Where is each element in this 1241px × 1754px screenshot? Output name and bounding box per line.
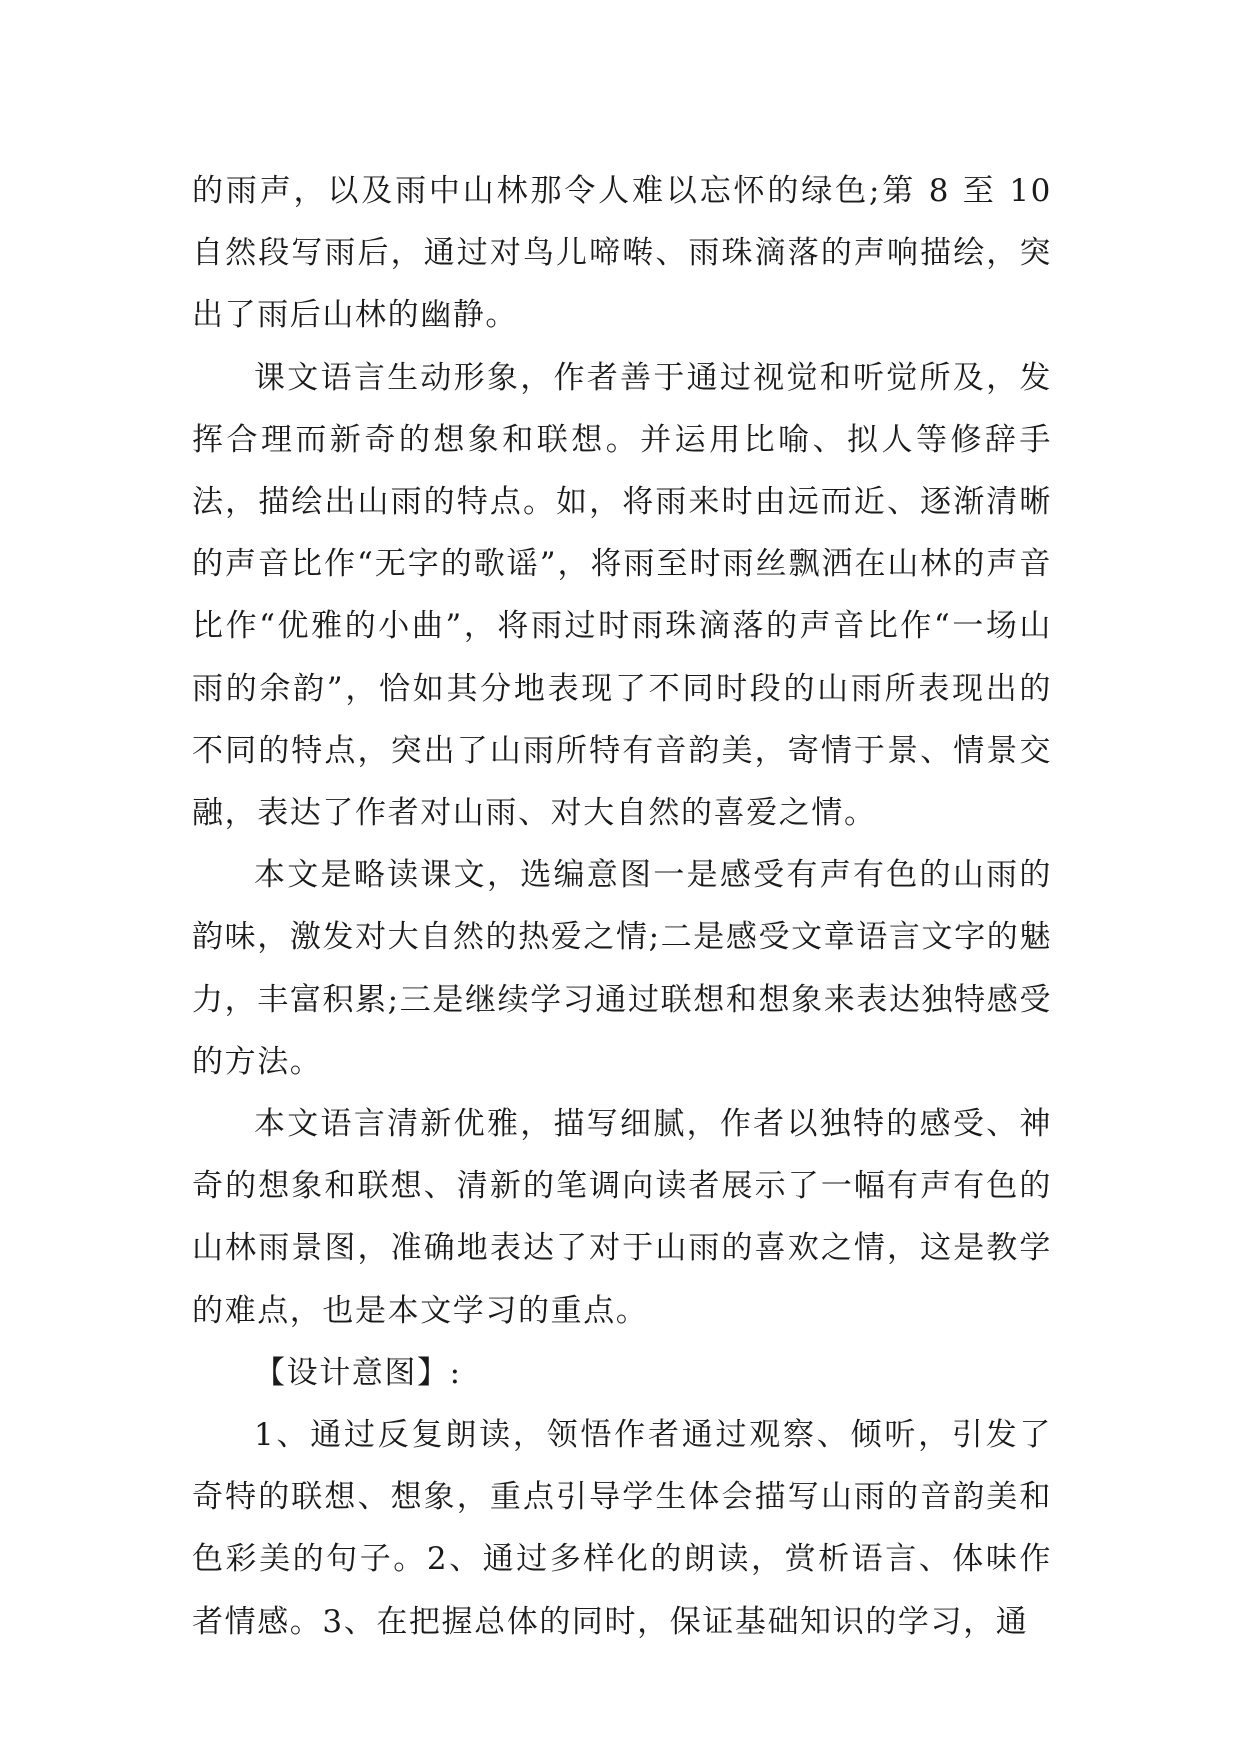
section-heading-design-intent: 【设计意图】: xyxy=(254,1354,462,1391)
paragraph-5: 1、通过反复朗读，领悟作者通过观察、倾听，引发了奇特的联想、想象，重点引导学生体会描写山雨的音韵美和色彩美的句子。2、通过多样化的朗读，赏析语言、体味作者情感。3、在把握总体的同时，保证基础知识的学习，通 xyxy=(192,1417,1052,1640)
paragraph-3: 本文是略读课文，选编意图一是感受有声有色的山雨的韵味，激发对大自然的热爱之情;二是感受文章语言文字的魅力，丰富积累;三是继续学习通过联想和想象来表达独特感受的方法。 xyxy=(192,857,1052,1080)
document-body xyxy=(192,160,1052,1653)
paragraph-4: 本文语言清新优雅，描写细腻，作者以独特的感受、神奇的想象和联想、清新的笔调向读者展示了一幅有声有色的山林雨景图，准确地表达了对于山雨的喜欢之情，这是教学的难点，也是本文学习的重点。 xyxy=(192,1106,1052,1329)
paragraph-1: 的雨声，以及雨中山林那令人难以忘怀的绿色;第 8 至 10 自然段写雨后，通过对鸟儿啼啭、雨珠滴落的声响描绘，突出了雨后山林的幽静。 xyxy=(192,173,1052,334)
paragraph-2: 课文语言生动形象，作者善于通过视觉和听觉所及，发挥合理而新奇的想象和联想。并运用比喻、拟人等修辞手法，描绘出山雨的特点。如，将雨来时由远而近、逐渐清晰的声音比作“无字的歌谣”，将雨至时雨丝飘洒在山林的声音比作“优雅的小曲”，将雨过时雨珠滴落的声音比作“一场山雨的余韵”，恰如其分地表现了不同时段的山雨所表现出的不同的特点，突出了山雨所特有音韵美，寄情于景、情景交融，表达了作者对山雨、对大自然的喜爱之情。 xyxy=(192,359,1052,832)
